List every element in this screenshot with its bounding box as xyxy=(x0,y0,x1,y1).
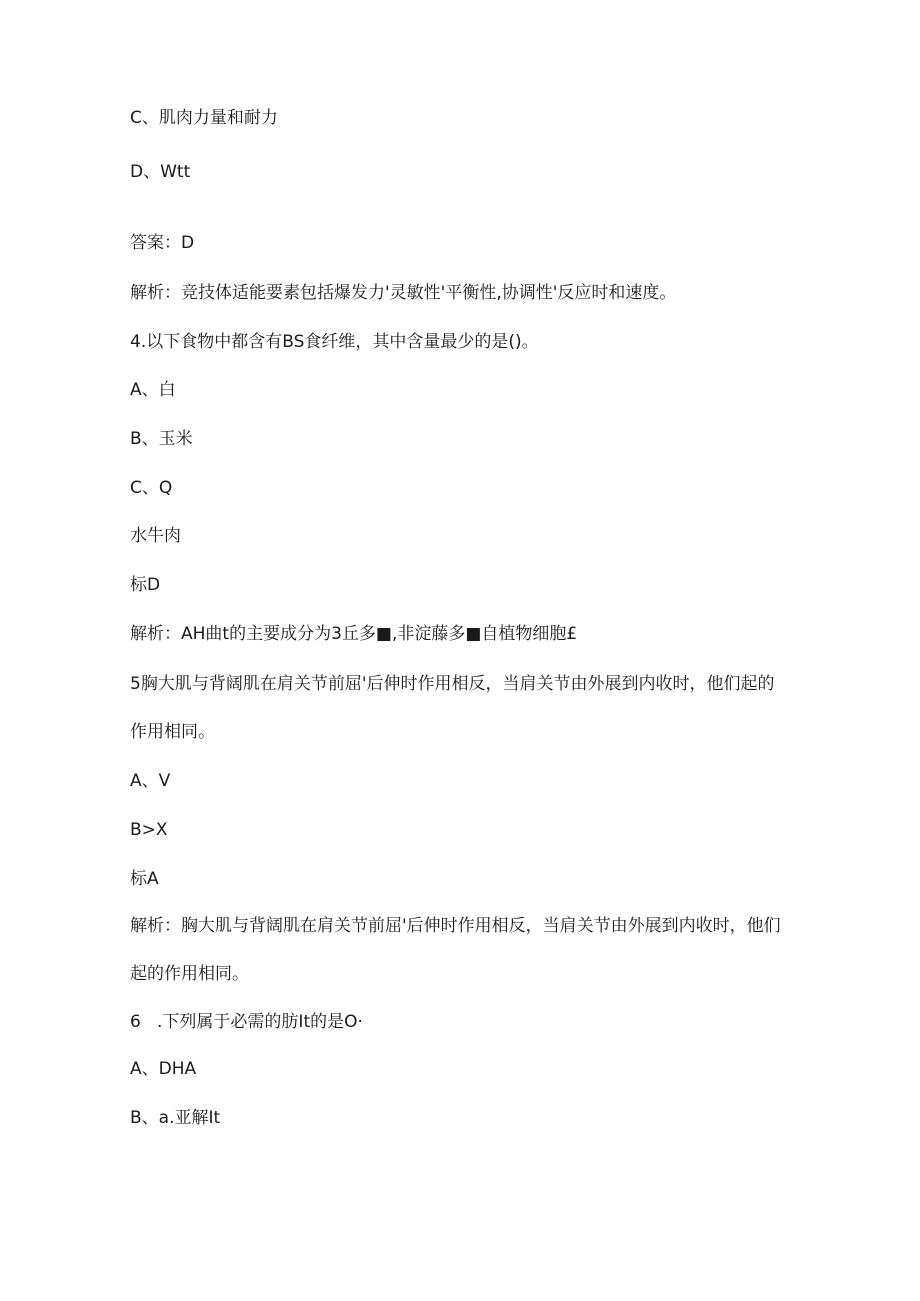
question-4: 4.以下食物中都含有BS食纤维，其中含量最少的是()。 xyxy=(130,332,539,352)
analysis-text: 解析：AH曲t的主要成分为3丘多■,非淀藤多■自植物细胞£ xyxy=(130,624,578,644)
option-b: B>X xyxy=(130,820,168,840)
option-text-beef: 水牛肉 xyxy=(130,526,181,546)
answer-label: 标A xyxy=(130,869,159,889)
answer-label: 答案：D xyxy=(130,233,195,253)
option-c-muscle-strength: C、肌肉力量和耐力 xyxy=(130,108,278,128)
option-b: B、玉米 xyxy=(130,429,193,449)
question-5: 5胸大肌与背阔肌在肩关节前屈'后伸时作用相反，当肩关节由外展到内收时，他们起的 xyxy=(130,674,775,694)
analysis-text: 解析：胸大肌与背阔肌在肩关节前屈'后伸时作用相反，当肩关节由外展到内收时，他们 xyxy=(130,916,781,936)
answer-label: 标D xyxy=(130,575,161,595)
analysis-text-continued: 起的作用相同。 xyxy=(130,964,249,984)
option-d: D、Wtt xyxy=(130,162,191,182)
option-a: A、V xyxy=(130,771,171,791)
option-a: A、DHA xyxy=(130,1059,197,1079)
question-6: 6 .下列属于必需的肪It的是O· xyxy=(130,1012,363,1032)
option-a: A、白 xyxy=(130,380,176,400)
analysis-text: 解析：竞技体适能要素包括爆发力'灵敏性'平衡性,协调性'反应时和速度。 xyxy=(130,283,677,303)
option-b: B、a.亚解It xyxy=(130,1108,221,1128)
question-5-continued: 作用相同。 xyxy=(130,722,215,742)
option-c: C、Q xyxy=(130,478,173,498)
